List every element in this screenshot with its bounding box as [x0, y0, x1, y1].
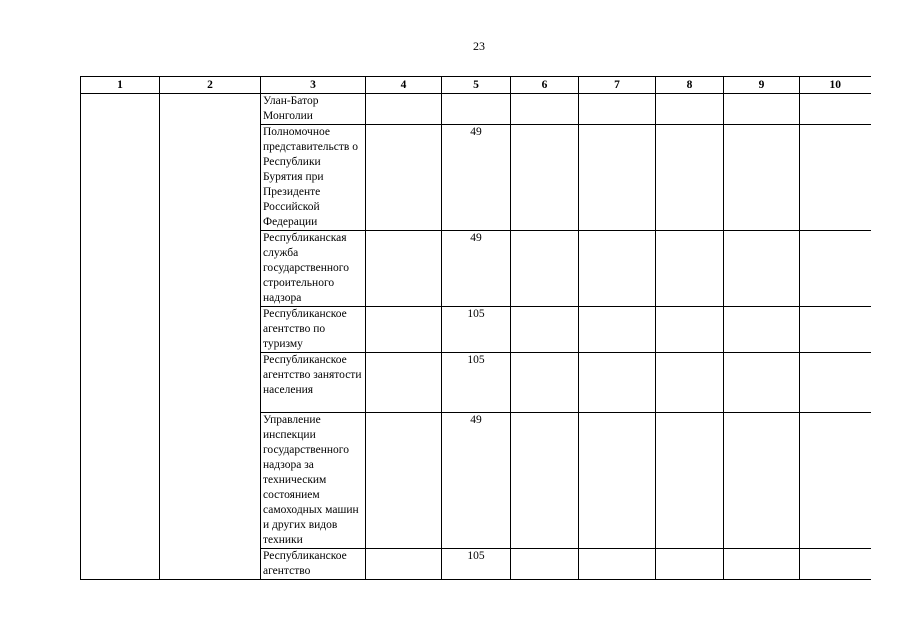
column-header-4: 4: [366, 77, 442, 94]
value-cell-col5: 105: [442, 549, 511, 580]
cell-col9: [724, 125, 800, 231]
value-cell-col5: 49: [442, 125, 511, 231]
cell-col7: [579, 125, 656, 231]
cell-col9: [724, 307, 800, 353]
cell-col7: [579, 231, 656, 307]
cell-col10: [800, 231, 871, 307]
cell-col6: [511, 231, 579, 307]
cell-col4: [366, 125, 442, 231]
column-header-9: 9: [724, 77, 800, 94]
cell-col8: [656, 231, 724, 307]
value-cell-col5: 49: [442, 413, 511, 549]
cell-col10: [800, 413, 871, 549]
cell-col8: [656, 125, 724, 231]
cell-col4: [366, 307, 442, 353]
agency-name-cell: Управление инспекции государственного надзора за техническим состоянием самоходных машин и других видов техники: [261, 413, 366, 549]
agency-name-cell: Республиканская служба государственного строительного надзора: [261, 231, 366, 307]
cell-col6: [511, 353, 579, 413]
cell-col6: [511, 413, 579, 549]
column-header-2: 2: [160, 77, 261, 94]
agency-name-cell: Республиканское агентство занятости населения: [261, 353, 366, 413]
cell-col8: [656, 413, 724, 549]
cell-col8: [656, 94, 724, 125]
value-cell-col5: 49: [442, 231, 511, 307]
cell-col9: [724, 94, 800, 125]
table-row: [81, 94, 871, 125]
column-header-7: 7: [579, 77, 656, 94]
cell-col7: [579, 549, 656, 580]
cell-col7: [579, 413, 656, 549]
cell-col7: [579, 353, 656, 413]
cell-col9: [724, 413, 800, 549]
cell-col9: [724, 231, 800, 307]
value-cell-col5: 105: [442, 307, 511, 353]
column-header-10: 10: [800, 77, 871, 94]
agency-name-cell: Республиканское агентство по туризму: [261, 307, 366, 353]
column-header-3: 3: [261, 77, 366, 94]
cell-col6: [511, 307, 579, 353]
cell-col10: [800, 549, 871, 580]
column-header-5: 5: [442, 77, 511, 94]
merged-cell-col2: [160, 94, 261, 580]
page-number: 23: [473, 39, 485, 53]
cell-col4: [366, 231, 442, 307]
cell-col10: [800, 125, 871, 231]
value-cell-col5: 105: [442, 353, 511, 413]
merged-cell-col1: [81, 94, 160, 580]
cell-col4: [366, 353, 442, 413]
agency-name-cell: Республиканское агентство: [261, 549, 366, 580]
column-header-8: 8: [656, 77, 724, 94]
cell-col10: [800, 353, 871, 413]
cell-col8: [656, 353, 724, 413]
cell-col4: [366, 94, 442, 125]
cell-col4: [366, 549, 442, 580]
cell-col9: [724, 353, 800, 413]
cell-col6: [511, 125, 579, 231]
cell-col4: [366, 413, 442, 549]
cell-col8: [656, 307, 724, 353]
cell-col10: [800, 307, 871, 353]
cell-col7: [579, 307, 656, 353]
table-header-row: [81, 77, 871, 94]
cell-col7: [579, 94, 656, 125]
value-cell-col5: [442, 94, 511, 125]
cell-col9: [724, 549, 800, 580]
document-table: [80, 76, 871, 580]
cell-col8: [656, 549, 724, 580]
cell-col6: [511, 549, 579, 580]
cell-col6: [511, 94, 579, 125]
agency-name-cell: Улан-Батор Монголии: [261, 94, 366, 125]
cell-col10: [800, 94, 871, 125]
agency-name-cell: Полномочное представительств о Республики Бурятия при Президенте Российской Федерации: [261, 125, 366, 231]
column-header-1: 1: [81, 77, 160, 94]
column-header-6: 6: [511, 77, 579, 94]
